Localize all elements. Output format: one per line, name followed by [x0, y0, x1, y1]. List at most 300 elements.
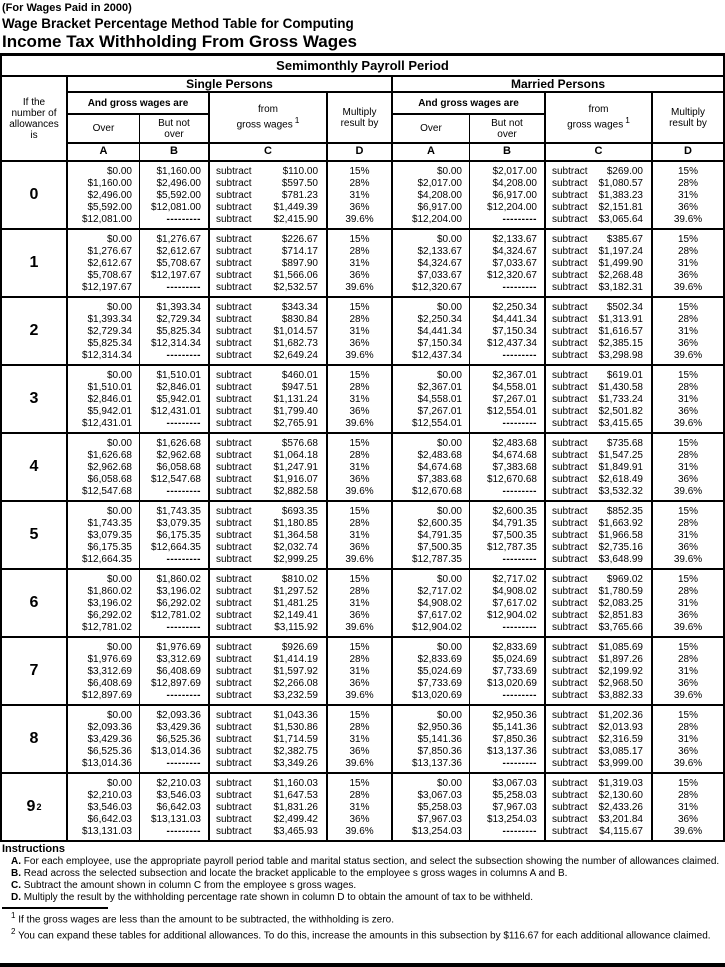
percent-rate: 36% [677, 406, 698, 417]
page-bottom-rule [0, 963, 725, 967]
column-letter-d-single: D [328, 144, 393, 160]
wage-value: $2,846.01 [87, 394, 132, 405]
wage-value: $5,141.36 [492, 722, 537, 733]
wage-value: --------- [502, 826, 537, 837]
wage-value: $12,081.00 [150, 202, 201, 213]
married-subtract-column [546, 706, 653, 772]
percent-rate: 36% [349, 814, 370, 825]
wage-value: --------- [166, 486, 201, 497]
wage-value: $0.00 [436, 778, 462, 789]
wage-value: $3,546.03 [156, 790, 201, 801]
subtract-line [216, 474, 318, 486]
married-persons-header: Married Persons [393, 77, 723, 93]
married-but-not-over-column [470, 162, 546, 228]
percent-rate: 28% [349, 450, 370, 461]
subtract-line [216, 574, 318, 586]
subtract-amount: $1,663.92 [598, 518, 643, 529]
single-subtract-column [210, 774, 328, 840]
percent-rate: 15% [677, 574, 698, 585]
subtract-word: subtract [552, 450, 588, 461]
percent-rate: 28% [349, 654, 370, 665]
subtract-amount: $2,499.42 [273, 814, 318, 825]
subtract-amount: $576.68 [281, 438, 318, 449]
subtract-amount: $947.51 [281, 382, 318, 393]
subtract-word: subtract [216, 506, 252, 517]
subtract-amount: $226.67 [281, 234, 318, 245]
subtract-amount: $1,085.69 [598, 642, 643, 653]
wage-value: $3,067.03 [417, 790, 462, 801]
percent-rate: 39.6% [345, 418, 374, 429]
single-over-column [68, 774, 140, 840]
wage-value: $5,825.34 [156, 326, 201, 337]
wage-value: --------- [166, 214, 201, 225]
percent-rate: 31% [349, 326, 370, 337]
wage-value: $12,204.00 [486, 202, 537, 213]
subtract-line [552, 450, 643, 462]
married-multiply-column [653, 706, 723, 772]
subtract-amount: $3,115.92 [274, 622, 318, 633]
instructions-section [0, 842, 725, 943]
percent-rate: 39.6% [345, 758, 374, 769]
subtract-word: subtract [552, 542, 588, 553]
subtract-amount: $3,648.99 [598, 554, 643, 565]
subtract-word: subtract [216, 202, 252, 213]
single-subtract-column [210, 502, 328, 568]
married-but-not-over-column [470, 230, 546, 296]
column-letter-c-married: C [546, 144, 653, 160]
wage-value: $2,833.69 [492, 642, 537, 653]
wage-value: $7,850.36 [417, 746, 462, 757]
wage-value: $7,850.36 [492, 734, 537, 745]
subtract-line [216, 202, 318, 214]
subtract-word: subtract [552, 690, 588, 701]
married-multiply-column [653, 162, 723, 228]
subtract-word: subtract [216, 258, 252, 269]
single-subtract-column [210, 706, 328, 772]
instructions-title: Instructions [2, 843, 65, 855]
subtract-line [216, 314, 318, 326]
wage-value: $2,729.34 [156, 314, 201, 325]
allowances-cell [2, 298, 68, 364]
subtract-word: subtract [552, 814, 588, 825]
wage-value: $6,058.68 [156, 462, 201, 473]
married-multiply-column [653, 230, 723, 296]
subtract-line [552, 214, 643, 226]
allowances-value: 4 [29, 458, 39, 475]
wage-value: $0.00 [436, 234, 462, 245]
subtract-line [552, 598, 643, 610]
subtract-line [552, 758, 643, 770]
married-but-not-over-column [470, 774, 546, 840]
wage-value: $5,708.67 [87, 270, 132, 281]
subtract-word: subtract [216, 598, 252, 609]
wage-value: $0.00 [436, 642, 462, 653]
single-subtract-column [210, 162, 328, 228]
percent-rate: 36% [349, 474, 370, 485]
subtract-line [552, 350, 643, 362]
subtract-amount: $810.02 [281, 574, 318, 585]
percent-rate: 28% [677, 586, 698, 597]
subtract-word: subtract [216, 214, 252, 225]
married-but-not-over-column [470, 298, 546, 364]
subtract-line [552, 302, 643, 314]
wage-value: $12,437.34 [486, 338, 537, 349]
subtract-line [216, 190, 318, 202]
subtract-word: subtract [552, 654, 588, 665]
percent-rate: 31% [677, 326, 698, 337]
single-multiply-column [328, 366, 393, 432]
married-multiply-header: Multiply result by [653, 93, 723, 144]
subtract-word: subtract [552, 758, 588, 769]
percent-rate: 28% [677, 178, 698, 189]
percent-rate: 36% [677, 610, 698, 621]
percent-rate: 31% [349, 802, 370, 813]
wage-value: $3,079.35 [156, 518, 201, 529]
wage-value: $5,258.03 [417, 802, 462, 813]
wage-value: $4,674.68 [417, 462, 462, 473]
single-multiply-column [328, 298, 393, 364]
subtract-amount: $2,735.16 [598, 542, 643, 553]
subtract-amount: $2,083.25 [598, 598, 643, 609]
subtract-line [552, 710, 643, 722]
percent-rate: 31% [349, 394, 370, 405]
subtract-word: subtract [216, 406, 252, 417]
married-but-not-over-column [470, 706, 546, 772]
subtract-word: subtract [216, 542, 252, 553]
single-subtract-column [210, 366, 328, 432]
married-multiply-column [653, 298, 723, 364]
wage-value: $2,717.02 [417, 586, 462, 597]
subtract-word: subtract [216, 338, 252, 349]
single-but-not-over-column [140, 774, 210, 840]
subtract-line [552, 542, 643, 554]
percent-rate: 31% [677, 258, 698, 269]
subtract-line [552, 678, 643, 690]
subtract-amount: $1,064.18 [273, 450, 318, 461]
married-over-column [393, 298, 470, 364]
married-subtract-column [546, 638, 653, 704]
subtract-line [552, 338, 643, 350]
wage-value: $12,904.02 [486, 610, 537, 621]
single-multiply-column [328, 230, 393, 296]
percent-rate: 31% [349, 530, 370, 541]
subtract-word: subtract [216, 382, 252, 393]
subtract-amount: $1,383.23 [598, 190, 643, 201]
subtract-line [216, 406, 318, 418]
subtract-line [552, 654, 643, 666]
subtract-line [216, 438, 318, 450]
subtract-amount: $1,647.53 [273, 790, 318, 801]
subtract-line [216, 746, 318, 758]
married-but-not-over-column [470, 366, 546, 432]
wage-value: $12,554.01 [486, 406, 537, 417]
wage-value: $1,160.00 [87, 178, 132, 189]
subtract-word: subtract [552, 586, 588, 597]
wage-value: $0.00 [106, 234, 132, 245]
single-multiply-column [328, 570, 393, 636]
percent-rate: 39.6% [345, 214, 374, 225]
wage-value: $2,717.02 [492, 574, 537, 585]
subtract-amount: $830.84 [281, 314, 318, 325]
subtract-amount: $460.01 [281, 370, 318, 381]
wage-value: $13,020.69 [411, 690, 462, 701]
subtract-word: subtract [216, 654, 252, 665]
wage-value: $2,496.00 [87, 190, 132, 201]
wage-value: --------- [502, 214, 537, 225]
subtract-word: subtract [552, 214, 588, 225]
percent-rate: 31% [677, 394, 698, 405]
percent-rate: 36% [677, 338, 698, 349]
subtract-line [552, 734, 643, 746]
subtract-word: subtract [552, 370, 588, 381]
subtract-line [216, 270, 318, 282]
document-header [0, 0, 725, 52]
allowances-value: 6 [29, 594, 39, 611]
married-multiply-column [653, 774, 723, 840]
wage-value: $4,208.00 [417, 190, 462, 201]
subtract-amount: $3,065.64 [598, 214, 643, 225]
subtract-line [216, 542, 318, 554]
subtract-line [552, 814, 643, 826]
subtract-line [552, 258, 643, 270]
allowances-cell [2, 774, 68, 840]
wage-value: $7,733.69 [417, 678, 462, 689]
allowances-value: 3 [29, 390, 39, 407]
column-letter-c-single: C [210, 144, 328, 160]
wage-value: --------- [502, 622, 537, 633]
wage-value: --------- [166, 282, 201, 293]
wage-value: $1,276.67 [156, 234, 201, 245]
wage-value: $12,431.01 [150, 406, 201, 417]
subtract-amount: $1,319.03 [598, 778, 643, 789]
percent-rate: 31% [349, 666, 370, 677]
percent-rate: 28% [349, 314, 370, 325]
subtract-word: subtract [216, 642, 252, 653]
wage-value: $12,547.68 [150, 474, 201, 485]
subtract-word: subtract [216, 746, 252, 757]
subtract-line [552, 622, 643, 634]
married-subtract-column [546, 434, 653, 500]
subtract-line [216, 178, 318, 190]
subtract-word: subtract [216, 710, 252, 721]
single-subtract-column [210, 638, 328, 704]
single-but-not-over-column [140, 706, 210, 772]
subtract-word: subtract [216, 734, 252, 745]
wage-value: $0.00 [106, 302, 132, 313]
subtract-line [552, 462, 643, 474]
wage-value: $12,781.02 [150, 610, 201, 621]
subtract-amount: $1,197.24 [598, 246, 643, 257]
subtract-word: subtract [552, 406, 588, 417]
percent-rate: 39.6% [345, 554, 374, 565]
wage-value: $1,860.02 [156, 574, 201, 585]
subtract-word: subtract [552, 826, 588, 837]
percent-rate: 15% [677, 778, 698, 789]
table-row [2, 434, 723, 502]
wage-value: $3,546.03 [87, 802, 132, 813]
single-persons-header: Single Persons [68, 77, 393, 93]
subtract-amount: $3,999.00 [598, 758, 643, 769]
subtract-word: subtract [216, 802, 252, 813]
subtract-word: subtract [552, 166, 588, 177]
wage-value: $3,079.35 [87, 530, 132, 541]
footnote-1-marker: 1 [625, 115, 630, 126]
percent-rate: 15% [677, 234, 698, 245]
wage-value: $2,017.00 [417, 178, 462, 189]
percent-rate: 31% [677, 190, 698, 201]
subtract-amount: $1,616.57 [598, 326, 643, 337]
wage-value: $12,904.02 [411, 622, 462, 633]
table-row [2, 230, 723, 298]
subtract-word: subtract [216, 234, 252, 245]
single-over-header: Over [68, 115, 140, 144]
subtract-amount: $3,882.33 [598, 690, 643, 701]
table-row [2, 502, 723, 570]
wage-value: $2,250.34 [492, 302, 537, 313]
single-multiply-column [328, 774, 393, 840]
single-multiply-column [328, 162, 393, 228]
subtract-word: subtract [216, 486, 252, 497]
wage-value: $6,408.69 [87, 678, 132, 689]
wage-value: $5,258.03 [492, 790, 537, 801]
subtract-amount: $2,013.93 [598, 722, 643, 733]
subtract-amount: $2,415.90 [273, 214, 318, 225]
single-but-not-over-column [140, 366, 210, 432]
single-multiply-column [328, 706, 393, 772]
percent-rate: 15% [677, 642, 698, 653]
percent-rate: 28% [349, 518, 370, 529]
wage-value: $12,547.68 [81, 486, 132, 497]
subtract-amount: $2,316.59 [598, 734, 643, 745]
subtract-line [216, 610, 318, 622]
wage-value: $12,787.35 [411, 554, 462, 565]
subtract-line [216, 722, 318, 734]
subtract-line [216, 166, 318, 178]
percent-rate: 15% [677, 506, 698, 517]
subtract-word: subtract [552, 462, 588, 473]
subtract-line [216, 758, 318, 770]
wage-value: $0.00 [106, 778, 132, 789]
subtract-amount: $1,547.25 [598, 450, 643, 461]
subtract-line [552, 382, 643, 394]
wage-value: $1,860.02 [87, 586, 132, 597]
subtract-amount: $2,532.57 [273, 282, 318, 293]
subtract-word: subtract [552, 314, 588, 325]
wage-value: $7,033.67 [492, 258, 537, 269]
subtract-line [216, 622, 318, 634]
percent-rate: 36% [677, 542, 698, 553]
subtract-line [216, 214, 318, 226]
married-over-column [393, 162, 470, 228]
percent-rate: 31% [677, 530, 698, 541]
subtract-line [552, 778, 643, 790]
subtract-line [552, 530, 643, 542]
subtract-word: subtract [552, 598, 588, 609]
wage-value: $6,917.00 [492, 190, 537, 201]
subtract-line [216, 554, 318, 566]
percent-rate: 15% [349, 370, 370, 381]
subtract-amount: $1,597.92 [273, 666, 318, 677]
wage-value: $1,626.68 [156, 438, 201, 449]
married-subtract-column [546, 774, 653, 840]
subtract-word: subtract [552, 610, 588, 621]
subtract-line [552, 370, 643, 382]
subtract-amount: $852.35 [606, 506, 643, 517]
subtract-line [216, 586, 318, 598]
percent-rate: 28% [677, 790, 698, 801]
subtract-word: subtract [216, 666, 252, 677]
subtract-word: subtract [552, 246, 588, 257]
allowances-cell [2, 570, 68, 636]
percent-rate: 31% [677, 598, 698, 609]
from-label: from [257, 104, 278, 116]
wage-value: $12,897.69 [150, 678, 201, 689]
subtract-amount: $1,530.86 [273, 722, 318, 733]
married-multiply-column [653, 502, 723, 568]
wage-value: --------- [502, 350, 537, 361]
percent-rate: 28% [677, 246, 698, 257]
wage-value: $6,525.36 [156, 734, 201, 745]
allowances-value: 7 [29, 662, 39, 679]
from-label: from [588, 104, 609, 116]
subtract-line [216, 814, 318, 826]
subtract-amount: $1,780.59 [598, 586, 643, 597]
wage-value: $7,733.69 [492, 666, 537, 677]
subtract-line [216, 462, 318, 474]
single-but-not-over-column [140, 230, 210, 296]
subtract-word: subtract [552, 302, 588, 313]
footnote-1: $^1$ If the gross wages are less than the amount to be subtracted, the withholding is zero. [11, 911, 395, 926]
wage-value: $3,429.36 [156, 722, 201, 733]
wage-value: $0.00 [106, 438, 132, 449]
wage-value: $2,729.34 [87, 326, 132, 337]
table-row [2, 570, 723, 638]
subtract-amount: $1,414.19 [273, 654, 318, 665]
subtract-amount: $2,649.24 [273, 350, 318, 361]
subtract-word: subtract [552, 438, 588, 449]
percent-rate: 15% [677, 166, 698, 177]
single-subtract-column [210, 434, 328, 500]
subtract-line [216, 802, 318, 814]
subtract-word: subtract [552, 790, 588, 801]
subtract-amount: $2,130.60 [598, 790, 643, 801]
wage-value: $6,292.02 [156, 598, 201, 609]
allowances-cell [2, 366, 68, 432]
subtract-amount: $3,182.31 [598, 282, 643, 293]
wage-value: $0.00 [106, 506, 132, 517]
wage-value: $12,897.69 [81, 690, 132, 701]
percent-rate: 39.6% [345, 690, 374, 701]
married-over-column [393, 502, 470, 568]
subtract-word: subtract [552, 666, 588, 677]
subtract-amount: $1,831.26 [273, 802, 318, 813]
wage-value: $0.00 [106, 710, 132, 721]
wage-value: $2,250.34 [417, 314, 462, 325]
instruction-c: C. Subtract the amount shown in column C from the employee s gross wages. [11, 880, 357, 891]
subtract-word: subtract [216, 314, 252, 325]
single-over-column [68, 366, 140, 432]
subtract-line [552, 506, 643, 518]
single-over-column [68, 638, 140, 704]
single-but-not-over-column [140, 638, 210, 704]
subtract-word: subtract [552, 234, 588, 245]
subtract-word: subtract [216, 690, 252, 701]
percent-rate: 39.6% [673, 690, 703, 701]
percent-rate: 39.6% [673, 622, 703, 633]
wage-value: $1,626.68 [87, 450, 132, 461]
percent-rate: 36% [677, 270, 698, 281]
allowances-value: 0 [29, 186, 39, 203]
